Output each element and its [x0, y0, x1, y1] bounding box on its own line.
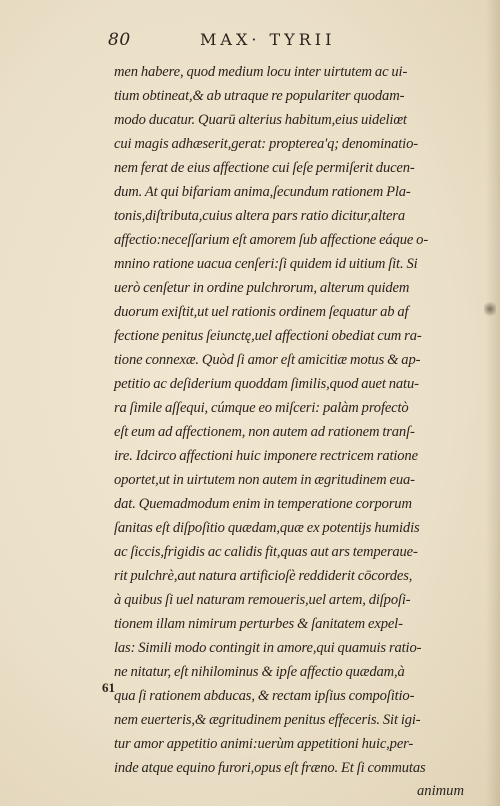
- ink-smudge: [484, 300, 496, 318]
- text-line: mnino ratione uacua cenſeri:ſi quidem id uitium ſit. Si: [114, 256, 418, 272]
- body-text: [114, 60, 466, 802]
- text-line: ſanitas eſt diſpoſitio quædam,quæ ex potentijs humidis: [114, 520, 420, 536]
- text-line: ire. Idcirco affectioni huic imponere rectricem ratione: [114, 448, 418, 464]
- text-line: dat. Quemadmodum enim in temperatione corporum: [114, 496, 412, 512]
- page-header: [108, 30, 468, 52]
- text-line: eſt eum ad affectionem, non autem ad rationem tranſ-: [114, 424, 415, 440]
- text-line: inde atque equino furori,opus eſt fræno. Et ſi commutas: [114, 760, 426, 776]
- text-line: rit pulchrè,aut natura artificioſè reddiderit cōcordes,: [114, 568, 413, 584]
- text-line: las: Simili modo contingit in amore,qui quamuis ratio-: [114, 640, 422, 656]
- text-line: fectione penitus ſeiunctę,uel affectioni obediat cum ra-: [114, 328, 422, 344]
- text-line: cui magis adhæserit,gerat: propterea'q; denominatio-: [114, 136, 418, 152]
- text-line: uerò cenſetur in ordine pulchrorum, alterum quidem: [114, 280, 410, 296]
- text-line: duorum exiſtit,ut uel rationis ordinem ſequatur ab af: [114, 304, 409, 320]
- text-line: nem ferat de eius affectione cui ſeſe permiſerit ducen-: [114, 160, 415, 176]
- running-title: MAX· TYRII: [200, 30, 336, 49]
- page-edge-shadow: [486, 0, 500, 806]
- text-line: petitio ac deſiderium quoddam ſimilis,quod auet natu-: [114, 376, 419, 392]
- text-line: ac ſiccis,frigidis ac calidis fit,quas aut ars temperaue-: [114, 544, 418, 560]
- page-number: 80: [108, 30, 131, 50]
- text-line: tium obtineat,& ab utraque re populariter quodam-: [114, 88, 405, 104]
- margin-note: 61: [102, 680, 115, 695]
- text-line: ne nitatur, eſt nihilominus & ipſe affectio quædam,à: [114, 664, 405, 680]
- text-line: men habere, quod medium locu inter uirtutem ac ui-: [114, 64, 408, 80]
- text-line: tur amor appetitio animi:uerùm appetitioni huic,per-: [114, 736, 414, 752]
- text-line: oportet,ut in uirtutem non autem in ægritudinem eua-: [114, 472, 415, 488]
- text-line: affectio:neceſſarium eſt amorem ſub affectione eáque o-: [114, 232, 429, 248]
- text-line: ra ſimile aſſequi, cúmque eo miſceri: palàm profectò: [114, 400, 409, 416]
- text-line: qua ſi rationem abducas, & rectam ipſius compoſitio-: [114, 688, 415, 704]
- text-line: modo ducatur. Quarū alterius habitum,eius uideliœt: [114, 112, 407, 128]
- text-line: tionem illam nimirum perturbes & ſanitatem expel-: [114, 616, 403, 632]
- catchword: animum: [416, 783, 464, 799]
- text-line: à quibus ſi uel naturam remoueris,uel artem, diſpoſi-: [114, 592, 411, 608]
- text-line: tonis,diſtributa,cuius altera pars ratio dicitur,altera: [114, 208, 405, 224]
- text-line: nem euerteris,& ægritudinem penitus effeceris. Sit igi-: [114, 712, 421, 728]
- text-line: dum. At qui bifariam anima,ſecundum rationem Pla-: [114, 184, 411, 200]
- text-line: tione connexæ. Quòd ſi amor eſt amicitiæ motus & ap-: [114, 352, 421, 368]
